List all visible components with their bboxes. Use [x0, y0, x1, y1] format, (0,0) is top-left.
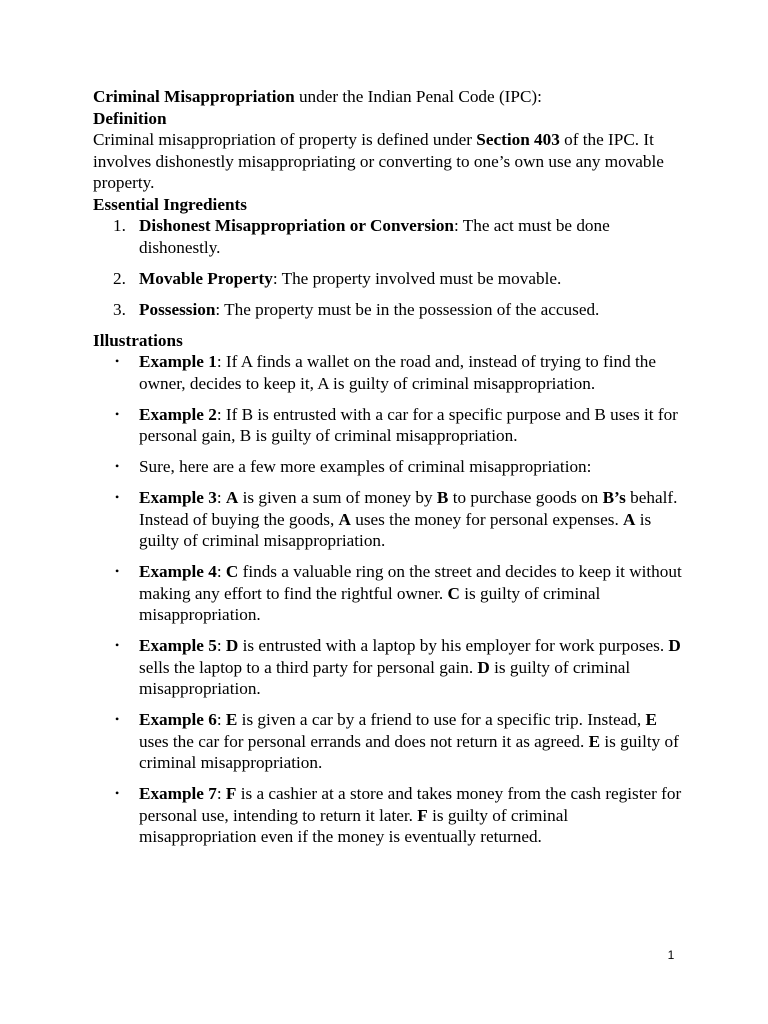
example-item: • Example 7: F is a cashier at a store and takes money from the cash register for personal use, intending to return it later. F is guilty of criminal misappropriation even if the money is eventually returned. — [115, 784, 682, 846]
example-item: • Example 5: D is entrusted with a laptop by his employer for work purposes. D sells the laptop to a third party for personal gain. D is guilty of criminal misappropriation. — [115, 636, 681, 698]
bullet-icon: • — [115, 564, 120, 578]
list-number: 3. — [113, 299, 126, 319]
title-bold: Criminal Misappropriation — [93, 87, 295, 106]
bullet-icon: • — [115, 459, 120, 473]
illustrations-list — [93, 351, 683, 848]
ingredient-item: 1. Dishonest Misappropriation or Conversion: The act must be done dishonestly. — [113, 216, 610, 257]
section-reference: Section 403 — [476, 130, 560, 149]
bullet-icon: • — [115, 354, 120, 368]
document-title — [93, 86, 683, 108]
page-number: 1 — [667, 948, 675, 962]
intro-item: • Sure, here are a few more examples of criminal misappropriation: — [115, 457, 592, 476]
example-item: • Example 3: A is given a sum of money by B to purchase goods on B’s behalf. Instead of buying the goods, A uses the money for personal expenses. A is guilty of criminal misappropriation. — [115, 488, 678, 550]
ingredient-item: 2. Movable Property: The property involved must be movable. — [113, 268, 562, 288]
example-item: • Example 4: C finds a valuable ring on the street and decides to keep it without making any effort to find the rightful owner. C is guilty of criminal misappropriation. — [115, 562, 682, 624]
ingredient-item: 3. Possession: The property must be in the possession of the accused. — [113, 299, 600, 319]
example-item: • Example 1: If A finds a wallet on the road and, instead of trying to find the owner, decides to keep it, A is guilty of criminal misappropriation. — [115, 352, 656, 393]
bullet-icon: • — [115, 712, 120, 726]
example-item: • Example 6: E is given a car by a friend to use for a specific trip. Instead, E uses the car for personal errands and does not return it as agreed. E is guilty of criminal misappropriation. — [115, 710, 679, 772]
bullet-icon: • — [115, 406, 120, 421]
list-number: 2. — [113, 268, 126, 288]
ingredients-heading: Essential Ingredients — [93, 194, 247, 214]
bullet-icon: • — [115, 638, 120, 652]
illustrations-heading: Illustrations — [93, 330, 183, 350]
bullet-icon: • — [115, 490, 120, 504]
example-item: • Example 2: If B is entrusted with a car for a specific purpose and B uses it for personal gain, B is guilty of criminal misappropriation. — [115, 404, 678, 445]
document-page — [93, 86, 683, 857]
ingredients-list — [93, 215, 683, 320]
title-rest: under the Indian Penal Code (IPC): — [294, 87, 542, 106]
definition-heading: Definition — [93, 108, 167, 128]
definition-paragraph: Criminal misappropriation of property is defined under Section 403 of the IPC. It involves dishonestly misappropriating or converting to one’s own use any movable property. — [93, 130, 664, 192]
bullet-icon: • — [115, 786, 120, 800]
list-number: 1. — [113, 216, 126, 235]
